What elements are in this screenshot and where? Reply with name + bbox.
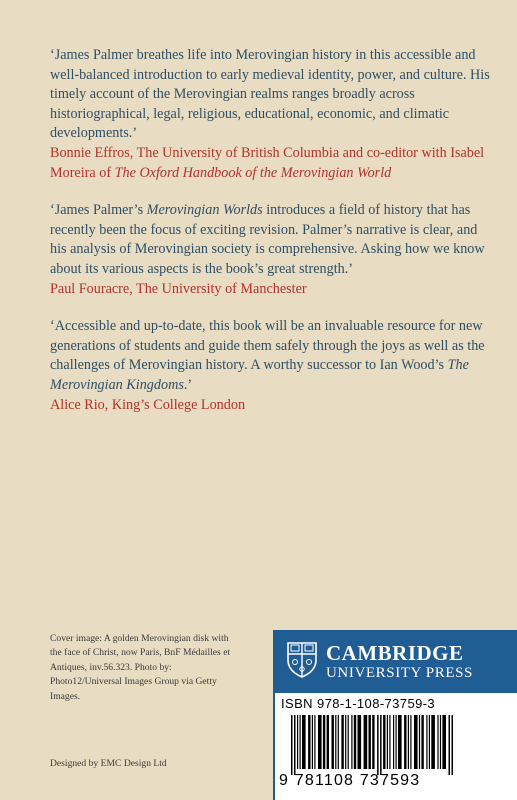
- barcode-bar: [312, 715, 313, 769]
- barcode-bar: [452, 715, 454, 775]
- quote-text: [50, 201, 490, 279]
- barcode-bar: [419, 715, 420, 769]
- barcode-bar: [364, 715, 368, 769]
- quote-book-title: The Merovingian Kingdoms: [50, 357, 469, 393]
- barcode-bar: [421, 715, 423, 769]
- barcode-bar: [332, 715, 334, 769]
- quote-rest: .’: [183, 376, 193, 393]
- quote-lead: ‘James Palmer’s: [50, 202, 147, 219]
- attribution: Alice Rio, King’s College London: [50, 396, 246, 413]
- publisher-name-line2: UNIVERSITY PRESS: [326, 665, 473, 681]
- barcode-bar: [323, 715, 325, 769]
- barcode-bar: [449, 715, 451, 775]
- barcode-bar: [327, 715, 329, 769]
- barcode-bar: [335, 715, 336, 769]
- barcode-bar: [348, 715, 349, 769]
- barcode-bar: [294, 715, 296, 775]
- barcode-bar: [393, 715, 394, 769]
- cover-credits: [50, 632, 240, 704]
- barcode-bar: [345, 715, 346, 769]
- barcode-bar: [377, 715, 379, 775]
- endorsement-fouracre: [50, 201, 490, 299]
- barcode: [289, 715, 511, 775]
- barcode-bar: [410, 715, 411, 769]
- barcode-bar: [380, 715, 382, 775]
- barcode-bar: [437, 715, 438, 769]
- attribution: [50, 144, 490, 183]
- barcode-bar: [383, 715, 385, 769]
- cambridge-shield-icon: [287, 642, 317, 678]
- barcode-bar: [314, 715, 315, 769]
- barcode-bar: [318, 715, 322, 769]
- barcode-bar: [297, 715, 298, 769]
- quote-rest: introduces a field of history that has recently been the focus of exciting revision. Palmer’s narrative is clear, and his analysis of Merovingian society is comprehensive. Asking how we know about its various aspects is the book’s great strength.’: [50, 202, 485, 277]
- barcode-bar: [414, 715, 418, 769]
- quote-book-title: Merovingian Worlds: [146, 202, 263, 219]
- barcode-bar: [291, 715, 293, 775]
- barcode-bar: [426, 715, 427, 769]
- barcode-bar: [369, 715, 371, 769]
- barcode-bar: [354, 715, 356, 769]
- barcode-bar: [372, 715, 374, 769]
- barcode-bar: [387, 715, 388, 769]
- barcode-bar: [338, 715, 339, 769]
- barcode-bar: [442, 715, 446, 769]
- barcode-bar: [308, 715, 310, 769]
- isbn-label: ISBN 978-1-108-73759-3: [281, 696, 436, 711]
- barcode-digits: 9 781108 737593: [279, 772, 421, 789]
- barcode-bar: [341, 715, 343, 769]
- attribution-title: The Oxford Handbook of the Merovingian World: [114, 164, 392, 181]
- attribution: Paul Fouracre, The University of Manchester: [50, 280, 307, 297]
- barcode-bar: [351, 715, 352, 769]
- barcode-bar: [358, 715, 362, 769]
- barcode-bar: [431, 715, 435, 769]
- quote-lead: ‘Accessible and up-to-date, this book will be an invaluable resource for new generations of students and guide them safely through the joys as well as the challenges of Merovingian history. A worthy successor to Ian Wood’s: [50, 318, 485, 374]
- endorsement-rio: [50, 317, 490, 415]
- barcode-bar: [302, 715, 306, 769]
- quote-text: [50, 317, 490, 395]
- barcode-bar: [408, 715, 409, 769]
- barcode-bar: [429, 715, 430, 769]
- endorsement-effros: [50, 46, 490, 183]
- barcode-bar: [300, 715, 301, 769]
- publisher-name: [326, 642, 473, 682]
- barcode-bar: [440, 715, 441, 769]
- quote-text: ‘James Palmer breathes life into Merovingian history in this accessible and well-balanced introduction to early medieval identity, power, and culture. His timely account of the Merovingian realms ranges broadly across historiographical, legal, religious, educational, economic, and climatic developments.’: [50, 47, 490, 142]
- publisher-logo: [287, 642, 473, 682]
- publisher-name-line1: CAMBRIDGE: [326, 641, 464, 665]
- designer-credit: Designed by EMC Design Ltd: [50, 758, 167, 769]
- cover-image-credit: Cover image: A golden Merovingian disk with the face of Christ, now Paris, BnF Médailles et Antiques, inv.56.323. Photo by: Photo12/Universal Images Group via Getty Images.: [50, 633, 231, 702]
- barcode-bar: [398, 715, 402, 769]
- endorsements: [50, 46, 490, 433]
- barcode-box: [275, 693, 517, 800]
- attribution-name: Bonnie Effros, The University of British Columbia and co-editor with Isabel Moreira of: [50, 144, 485, 181]
- barcode-bar: [389, 715, 390, 769]
- barcode-bar: [404, 715, 406, 769]
- barcode-bar: [396, 715, 397, 769]
